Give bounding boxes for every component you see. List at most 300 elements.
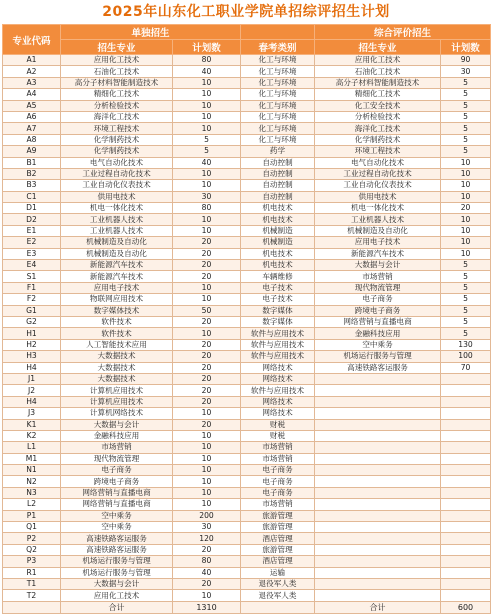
cell-single-plan: 120 <box>173 533 241 544</box>
cell-code: P3 <box>3 556 61 567</box>
cell-single-major: 机械制造及自动化 <box>61 237 173 248</box>
cell-comp-major: 精细化工技术 <box>315 89 441 100</box>
cell-single-major: 大数据技术 <box>61 351 173 362</box>
cell-single-plan: 20 <box>173 419 241 430</box>
cell-single-plan: 20 <box>173 373 241 384</box>
cell-comp-major: 高速铁路客运服务 <box>315 362 441 373</box>
cell-single-plan: 30 <box>173 191 241 202</box>
cell-comp-major <box>315 556 441 567</box>
cell-code: H4 <box>3 396 61 407</box>
cell-single-category: 软件与应用技术 <box>241 339 315 350</box>
cell-comp-major: 新能源汽车技术 <box>315 248 441 259</box>
cell-single-plan: 40 <box>173 66 241 77</box>
table-row <box>3 442 491 453</box>
cell-comp-plan: 30 <box>441 66 491 77</box>
totals-plan-single: 1310 <box>173 601 241 613</box>
cell-code: A8 <box>3 134 61 145</box>
table-row <box>3 146 491 157</box>
cell-code: Q2 <box>3 544 61 555</box>
table-row <box>3 351 491 362</box>
totals-label-comp: 合计 <box>315 601 441 613</box>
cell-single-major: 精细化工技术 <box>61 89 173 100</box>
cell-single-plan: 10 <box>173 282 241 293</box>
cell-comp-major: 市场营销 <box>315 271 441 282</box>
table-row <box>3 66 491 77</box>
cell-single-plan: 40 <box>173 157 241 168</box>
cell-single-category: 电子商务 <box>241 465 315 476</box>
header-single-category: 春考类别 <box>241 40 315 55</box>
cell-code: A6 <box>3 111 61 122</box>
cell-comp-plan: 5 <box>441 146 491 157</box>
cell-single-major: 电子商务 <box>61 465 173 476</box>
cell-single-plan: 10 <box>173 328 241 339</box>
cell-comp-major <box>315 476 441 487</box>
table-row <box>3 373 491 384</box>
cell-single-category: 化工与环境 <box>241 77 315 88</box>
cell-comp-major <box>315 544 441 555</box>
cell-comp-plan <box>441 510 491 521</box>
table-row <box>3 419 491 430</box>
cell-single-major: 金融科技应用 <box>61 430 173 441</box>
cell-single-category: 化工与环境 <box>241 123 315 134</box>
table-row <box>3 225 491 236</box>
cell-code: N3 <box>3 487 61 498</box>
cell-comp-plan: 20 <box>441 203 491 214</box>
table-row <box>3 487 491 498</box>
cell-single-major: 海洋化工技术 <box>61 111 173 122</box>
cell-single-major: 应用化工技术 <box>61 590 173 601</box>
cell-comp-major <box>315 487 441 498</box>
cell-single-major: 工业机器人技术 <box>61 214 173 225</box>
cell-code: A3 <box>3 77 61 88</box>
cell-single-plan: 40 <box>173 567 241 578</box>
cell-single-plan: 10 <box>173 123 241 134</box>
cell-single-category: 运输 <box>241 567 315 578</box>
totals-row <box>3 601 491 613</box>
cell-single-plan: 20 <box>173 316 241 327</box>
totals-plan-comp: 600 <box>441 601 491 613</box>
cell-single-plan: 20 <box>173 237 241 248</box>
cell-comp-plan <box>441 442 491 453</box>
cell-comp-plan: 10 <box>441 225 491 236</box>
table-row <box>3 453 491 464</box>
cell-single-category: 机械制造 <box>241 225 315 236</box>
table-row <box>3 214 491 225</box>
cell-single-plan: 20 <box>173 260 241 271</box>
table-row <box>3 123 491 134</box>
cell-comp-plan: 10 <box>441 168 491 179</box>
cell-single-category: 化工与环境 <box>241 100 315 111</box>
table-row <box>3 157 491 168</box>
cell-comp-major <box>315 453 441 464</box>
cell-code: D1 <box>3 203 61 214</box>
cell-comp-major <box>315 373 441 384</box>
table-row <box>3 396 491 407</box>
cell-comp-plan <box>441 430 491 441</box>
cell-single-plan: 80 <box>173 55 241 66</box>
cell-single-major: 大数据与会计 <box>61 578 173 589</box>
cell-single-major: 软件技术 <box>61 328 173 339</box>
cell-single-category: 退役军人类 <box>241 578 315 589</box>
cell-comp-major <box>315 522 441 533</box>
cell-single-category: 化工与环境 <box>241 111 315 122</box>
cell-single-major: 人工智能技术应用 <box>61 339 173 350</box>
cell-single-plan: 20 <box>173 385 241 396</box>
cell-comp-major: 应用化工技术 <box>315 55 441 66</box>
cell-single-category: 市场营销 <box>241 453 315 464</box>
cell-single-major: 石油化工技术 <box>61 66 173 77</box>
cell-single-category: 机电技术 <box>241 214 315 225</box>
table-row <box>3 316 491 327</box>
cell-single-category: 自动控制 <box>241 180 315 191</box>
cell-single-plan: 10 <box>173 294 241 305</box>
cell-single-major: 分析检验技术 <box>61 100 173 111</box>
cell-single-major: 新能源汽车技术 <box>61 271 173 282</box>
cell-single-major: 大数据技术 <box>61 362 173 373</box>
cell-single-plan: 10 <box>173 214 241 225</box>
cell-code: P1 <box>3 510 61 521</box>
totals-blank-2 <box>241 601 315 613</box>
cell-comp-major: 金融科技应用 <box>315 328 441 339</box>
cell-single-plan: 30 <box>173 522 241 533</box>
table-row <box>3 362 491 373</box>
cell-comp-plan: 5 <box>441 100 491 111</box>
cell-comp-plan <box>441 385 491 396</box>
cell-single-category: 软件与应用技术 <box>241 328 315 339</box>
cell-single-plan: 10 <box>173 77 241 88</box>
cell-comp-plan: 10 <box>441 157 491 168</box>
cell-code: N2 <box>3 476 61 487</box>
cell-single-category: 旅游管理 <box>241 510 315 521</box>
cell-single-major: 物联网应用技术 <box>61 294 173 305</box>
cell-single-category: 机械制造 <box>241 237 315 248</box>
cell-single-major: 数字媒体技术 <box>61 305 173 316</box>
page-title: 2025年山东化工职业学院单招综评招生计划 <box>102 4 390 20</box>
table-row <box>3 77 491 88</box>
cell-single-category: 旅游管理 <box>241 544 315 555</box>
cell-comp-major: 电气自动化技术 <box>315 157 441 168</box>
cell-single-major: 网络营销与直播电商 <box>61 499 173 510</box>
table-row <box>3 180 491 191</box>
cell-comp-plan <box>441 465 491 476</box>
cell-comp-major: 机电一体化技术 <box>315 203 441 214</box>
cell-code: G1 <box>3 305 61 316</box>
cell-comp-plan: 5 <box>441 316 491 327</box>
cell-comp-plan: 90 <box>441 55 491 66</box>
table-row <box>3 282 491 293</box>
cell-comp-plan <box>441 578 491 589</box>
table-row <box>3 544 491 555</box>
cell-comp-major: 供用电技术 <box>315 191 441 202</box>
cell-code: B2 <box>3 168 61 179</box>
cell-single-category: 车辆维修 <box>241 271 315 282</box>
cell-single-category: 电子商务 <box>241 476 315 487</box>
cell-comp-major <box>315 567 441 578</box>
table-row <box>3 168 491 179</box>
header-comp-plan: 计划数 <box>441 40 491 55</box>
cell-single-category: 数字媒体 <box>241 305 315 316</box>
cell-comp-major: 海洋化工技术 <box>315 123 441 134</box>
cell-code: A9 <box>3 146 61 157</box>
cell-single-category: 软件与应用技术 <box>241 351 315 362</box>
cell-single-plan: 20 <box>173 339 241 350</box>
cell-comp-plan: 70 <box>441 362 491 373</box>
cell-single-plan: 10 <box>173 476 241 487</box>
cell-comp-plan <box>441 522 491 533</box>
table-row <box>3 476 491 487</box>
cell-comp-plan <box>441 453 491 464</box>
header-code: 专业代码 <box>3 25 61 55</box>
cell-code: E2 <box>3 237 61 248</box>
table-row <box>3 271 491 282</box>
table-row <box>3 430 491 441</box>
cell-single-category: 财税 <box>241 430 315 441</box>
totals-blank <box>3 601 61 613</box>
cell-single-category: 化工与环境 <box>241 134 315 145</box>
cell-single-major: 大数据与会计 <box>61 419 173 430</box>
cell-single-plan: 20 <box>173 248 241 259</box>
header-single-plan: 计划数 <box>173 40 241 55</box>
cell-single-category: 市场营销 <box>241 442 315 453</box>
table-row <box>3 522 491 533</box>
header-comprehensive-group: 综合评价招生 <box>315 25 491 40</box>
cell-code: F2 <box>3 294 61 305</box>
cell-single-plan: 10 <box>173 168 241 179</box>
cell-comp-plan: 130 <box>441 339 491 350</box>
cell-single-major: 高分子材料智能制造技术 <box>61 77 173 88</box>
cell-code: A1 <box>3 55 61 66</box>
cell-single-plan: 10 <box>173 465 241 476</box>
cell-code: N1 <box>3 465 61 476</box>
cell-comp-plan: 10 <box>441 248 491 259</box>
cell-comp-plan: 100 <box>441 351 491 362</box>
cell-code: L1 <box>3 442 61 453</box>
cell-code: E4 <box>3 260 61 271</box>
cell-comp-major: 网络营销与直播电商 <box>315 316 441 327</box>
enrollment-plan-table <box>2 24 491 614</box>
cell-comp-plan <box>441 419 491 430</box>
cell-single-major: 高速铁路客运服务 <box>61 544 173 555</box>
table-row <box>3 237 491 248</box>
cell-comp-plan: 10 <box>441 237 491 248</box>
cell-comp-major <box>315 419 441 430</box>
table-row <box>3 203 491 214</box>
cell-comp-major: 工业过程自动化技术 <box>315 168 441 179</box>
table-row <box>3 556 491 567</box>
cell-comp-major: 工业自动化仪表技术 <box>315 180 441 191</box>
cell-single-category: 化工与环境 <box>241 66 315 77</box>
cell-single-category: 自动控制 <box>241 168 315 179</box>
cell-comp-plan: 5 <box>441 77 491 88</box>
cell-single-category: 软件与应用技术 <box>241 385 315 396</box>
cell-single-plan: 10 <box>173 180 241 191</box>
cell-code: K2 <box>3 430 61 441</box>
table-row <box>3 499 491 510</box>
table-row <box>3 100 491 111</box>
cell-single-major: 化学制药技术 <box>61 134 173 145</box>
cell-comp-plan <box>441 499 491 510</box>
cell-single-plan: 80 <box>173 203 241 214</box>
table-row <box>3 305 491 316</box>
cell-single-plan: 10 <box>173 100 241 111</box>
cell-single-major: 计算机应用技术 <box>61 385 173 396</box>
cell-comp-plan: 10 <box>441 191 491 202</box>
cell-comp-plan: 5 <box>441 89 491 100</box>
cell-comp-plan <box>441 408 491 419</box>
cell-single-major: 市场营销 <box>61 442 173 453</box>
cell-comp-plan <box>441 567 491 578</box>
cell-code: A4 <box>3 89 61 100</box>
table-row <box>3 578 491 589</box>
cell-single-major: 空中乘务 <box>61 510 173 521</box>
cell-single-category: 机电技术 <box>241 260 315 271</box>
cell-comp-plan: 5 <box>441 260 491 271</box>
cell-single-major: 跨境电子商务 <box>61 476 173 487</box>
cell-single-category: 化工与环境 <box>241 55 315 66</box>
table-row <box>3 339 491 350</box>
header-single-group: 单独招生 <box>61 25 241 40</box>
cell-code: J2 <box>3 385 61 396</box>
cell-single-plan: 10 <box>173 408 241 419</box>
table-row <box>3 408 491 419</box>
cell-comp-major: 机械制造及自动化 <box>315 225 441 236</box>
cell-comp-plan <box>441 556 491 567</box>
cell-single-category: 酒店管理 <box>241 556 315 567</box>
cell-single-major: 工业过程自动化技术 <box>61 168 173 179</box>
cell-single-major: 化学制药技术 <box>61 146 173 157</box>
cell-comp-major: 化学制药技术 <box>315 134 441 145</box>
cell-single-plan: 80 <box>173 556 241 567</box>
cell-single-category: 电子技术 <box>241 282 315 293</box>
table-row <box>3 111 491 122</box>
cell-single-plan: 20 <box>173 271 241 282</box>
cell-code: T2 <box>3 590 61 601</box>
cell-single-major: 网络营销与直播电商 <box>61 487 173 498</box>
cell-comp-major <box>315 510 441 521</box>
cell-code: L2 <box>3 499 61 510</box>
cell-comp-major: 环境工程技术 <box>315 146 441 157</box>
cell-single-category: 市场营销 <box>241 499 315 510</box>
cell-single-category: 网络技术 <box>241 408 315 419</box>
cell-single-category: 网络技术 <box>241 373 315 384</box>
cell-code: H1 <box>3 328 61 339</box>
cell-comp-major <box>315 533 441 544</box>
cell-single-plan: 5 <box>173 146 241 157</box>
cell-single-major: 机场运行服务与管理 <box>61 556 173 567</box>
cell-comp-major <box>315 408 441 419</box>
cell-code: A5 <box>3 100 61 111</box>
cell-single-category: 药学 <box>241 146 315 157</box>
cell-code: E3 <box>3 248 61 259</box>
cell-code: A7 <box>3 123 61 134</box>
totals-label-single: 合计 <box>61 601 173 613</box>
cell-single-plan: 50 <box>173 305 241 316</box>
cell-single-category: 酒店管理 <box>241 533 315 544</box>
cell-single-plan: 10 <box>173 442 241 453</box>
table-row <box>3 294 491 305</box>
header-comp-major: 招生专业 <box>315 40 441 55</box>
cell-single-major: 新能源汽车技术 <box>61 260 173 271</box>
cell-single-major: 环境工程技术 <box>61 123 173 134</box>
cell-single-category: 机电技术 <box>241 248 315 259</box>
cell-comp-major: 高分子材料智能制造技术 <box>315 77 441 88</box>
table-row <box>3 385 491 396</box>
cell-single-category: 财税 <box>241 419 315 430</box>
cell-single-category: 网络技术 <box>241 362 315 373</box>
cell-single-plan: 10 <box>173 225 241 236</box>
cell-single-major: 大数据技术 <box>61 373 173 384</box>
table-row <box>3 533 491 544</box>
cell-comp-major: 跨境电子商务 <box>315 305 441 316</box>
cell-comp-major: 电子商务 <box>315 294 441 305</box>
cell-single-category: 网络技术 <box>241 396 315 407</box>
cell-single-category: 自动控制 <box>241 157 315 168</box>
cell-single-plan: 10 <box>173 499 241 510</box>
cell-single-major: 电气自动化技术 <box>61 157 173 168</box>
cell-comp-major <box>315 385 441 396</box>
cell-comp-plan: 10 <box>441 180 491 191</box>
cell-comp-major: 空中乘务 <box>315 339 441 350</box>
cell-single-plan: 20 <box>173 544 241 555</box>
cell-code: D2 <box>3 214 61 225</box>
cell-comp-plan: 10 <box>441 214 491 225</box>
cell-single-major: 计算机应用技术 <box>61 396 173 407</box>
cell-single-plan: 10 <box>173 590 241 601</box>
cell-single-major: 软件技术 <box>61 316 173 327</box>
cell-single-major: 供用电技术 <box>61 191 173 202</box>
cell-comp-major: 大数据与会计 <box>315 260 441 271</box>
cell-comp-plan: 5 <box>441 123 491 134</box>
cell-single-major: 应用电子技术 <box>61 282 173 293</box>
cell-code: C1 <box>3 191 61 202</box>
cell-code: H3 <box>3 351 61 362</box>
cell-single-major: 计算机网络技术 <box>61 408 173 419</box>
cell-code: P2 <box>3 533 61 544</box>
cell-code: S1 <box>3 271 61 282</box>
cell-code: G2 <box>3 316 61 327</box>
cell-code: H2 <box>3 339 61 350</box>
cell-comp-major: 工业机器人技术 <box>315 214 441 225</box>
cell-comp-plan: 5 <box>441 134 491 145</box>
table-row <box>3 89 491 100</box>
cell-code: F1 <box>3 282 61 293</box>
cell-comp-major: 分析检验技术 <box>315 111 441 122</box>
cell-single-plan: 20 <box>173 578 241 589</box>
cell-single-major: 高速铁路客运服务 <box>61 533 173 544</box>
table-row <box>3 328 491 339</box>
cell-comp-major <box>315 442 441 453</box>
cell-comp-major <box>315 499 441 510</box>
cell-code: J3 <box>3 408 61 419</box>
cell-single-major: 机械制造及自动化 <box>61 248 173 259</box>
cell-single-category: 机电技术 <box>241 203 315 214</box>
header-blank <box>241 25 315 40</box>
cell-comp-plan <box>441 396 491 407</box>
cell-comp-major: 应用电子技术 <box>315 237 441 248</box>
cell-single-major: 机电一体化技术 <box>61 203 173 214</box>
cell-single-plan: 10 <box>173 487 241 498</box>
cell-comp-plan: 5 <box>441 111 491 122</box>
cell-comp-major: 现代物流管理 <box>315 282 441 293</box>
cell-code: T1 <box>3 578 61 589</box>
cell-comp-plan: 5 <box>441 271 491 282</box>
cell-single-major: 空中乘务 <box>61 522 173 533</box>
cell-comp-plan <box>441 487 491 498</box>
table-row <box>3 55 491 66</box>
cell-single-category: 化工与环境 <box>241 89 315 100</box>
cell-single-major: 机场运行服务与管理 <box>61 567 173 578</box>
cell-single-major: 工业自动化仪表技术 <box>61 180 173 191</box>
